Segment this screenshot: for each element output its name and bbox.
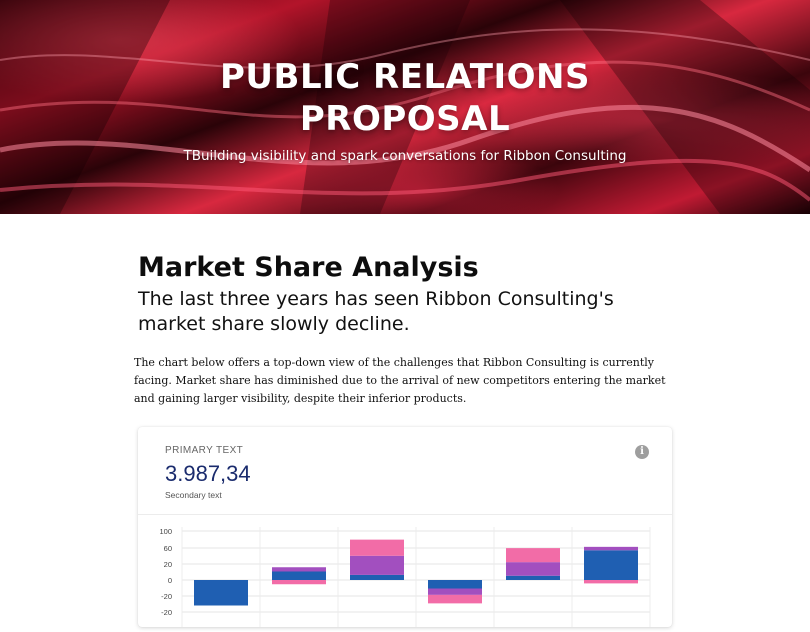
bar-segment[interactable] (350, 556, 404, 575)
y-tick-label: 100 (159, 527, 172, 536)
card-header (138, 427, 672, 515)
bar-segment[interactable] (272, 567, 326, 571)
card-primary-value: 3.987,34 (165, 461, 251, 486)
bar-segment[interactable] (428, 595, 482, 604)
hero-title (0, 56, 810, 140)
bar-segment[interactable] (506, 576, 560, 580)
hero-title-line-1: PUBLIC RELATIONS (220, 57, 590, 97)
bar-segment[interactable] (584, 550, 638, 580)
y-tick-label: 20 (163, 560, 172, 569)
bar-segment[interactable] (350, 575, 404, 580)
hero-subtitle: TBuilding visibility and spark conversations for Ribbon Consulting (183, 148, 627, 164)
hero-banner (0, 0, 810, 214)
bar-segment[interactable] (506, 548, 560, 562)
bar-segment[interactable] (428, 580, 482, 589)
y-tick-label: 60 (163, 544, 172, 553)
bar-segment[interactable] (350, 540, 404, 556)
kpi-chart-card (138, 427, 672, 627)
bar-segment[interactable] (506, 562, 560, 576)
bar-segment[interactable] (272, 572, 326, 581)
y-tick-label: 0 (167, 576, 172, 585)
card-secondary-text: Secondary text (165, 490, 222, 500)
card-primary-label: PRIMARY TEXT (165, 445, 244, 456)
section-title: Market Share Analysis (138, 252, 479, 283)
chart-svg (138, 523, 672, 627)
bar-segment[interactable] (272, 580, 326, 584)
info-icon[interactable]: i (635, 445, 649, 459)
stacked-bar-chart (138, 523, 672, 627)
bar-segment[interactable] (194, 580, 248, 606)
hero-title-line-2: PROPOSAL (299, 99, 511, 139)
y-tick-label: -20 (161, 608, 172, 617)
bar-segment[interactable] (428, 589, 482, 595)
y-tick-label: -20 (161, 592, 172, 601)
body-paragraph: The chart below offers a top-down view of the challenges that Ribbon Consulting is currently facing. Market share has diminished due to the arrival of new competitors entering the market and gaining larger visibility, despite their inferior products. (134, 356, 666, 405)
bar-segment[interactable] (584, 547, 638, 550)
bar-segment[interactable] (584, 580, 638, 583)
section-lead: The last three years has seen Ribbon Consulting's market share slowly decline. (138, 288, 614, 335)
